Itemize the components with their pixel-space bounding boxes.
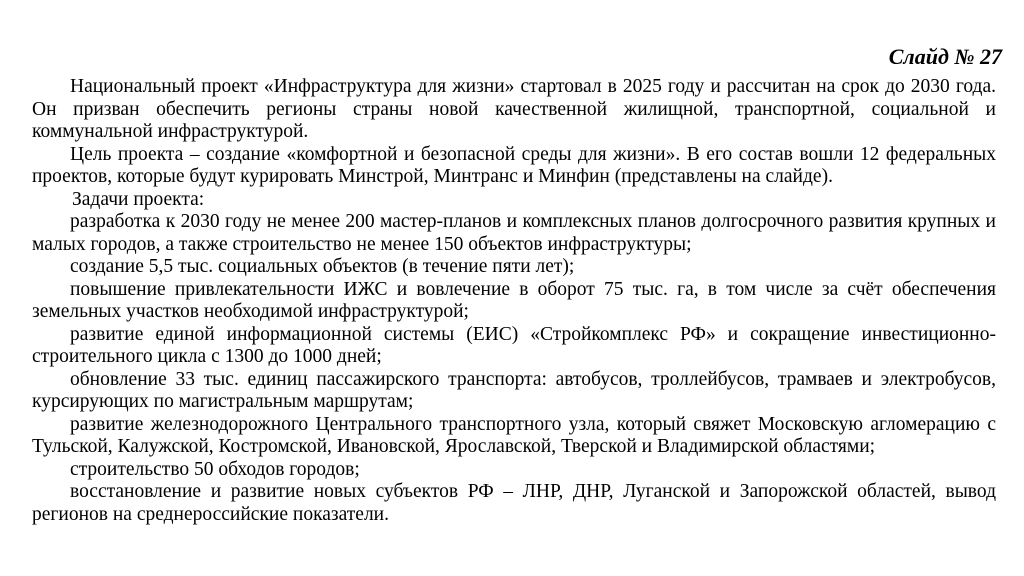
paragraph-goal: Цель проекта – создание «комфортной и безопасной среды для жизни». В его состав вошли 12 федеральных проектов, которые будут курировать Минстрой, Минтранс и Минфин (представлены на слайде). bbox=[32, 143, 996, 187]
paragraph-intro: Национальный проект «Инфраструктура для жизни» стартовал в 2025 году и рассчитан на срок до 2030 года. Он призван обеспечить регионы страны новой качественной жилищной, транспортной, социальной и коммунальной инфраструктурой. bbox=[32, 76, 996, 142]
task-item-bypasses: строительство 50 обходов городов; bbox=[70, 458, 360, 480]
task-item-social-objects: создание 5,5 тыс. социальных объектов (в течение пяти лет); bbox=[70, 256, 575, 277]
task-item-information-system: развитие единой информационной системы (ЕИС) «Стройкомплекс РФ» и сокращение инвестиционно-строительного цикла с 1300 до 1000 дней; bbox=[32, 323, 996, 367]
slide-body-text bbox=[32, 76, 996, 526]
task-item-master-plans: разработка к 2030 году не менее 200 мастер-планов и комплексных планов долгосрочного развития крупных и малых городов, а также строительство не менее 150 объектов инфраструктуры; bbox=[32, 211, 996, 255]
paragraph-tasks-heading: Задачи проекта: bbox=[72, 188, 205, 210]
task-item-new-regions: восстановление и развитие новых субъектов РФ – ЛНР, ДНР, Луганской и Запорожской областей, вывод регионов на среднероссийские показатели. bbox=[32, 481, 996, 525]
task-item-transport-renewal: обновление 33 тыс. единиц пассажирского транспорта: автобусов, троллейбусов, трамваев и электробусов, курсирующих по магистральным маршрутам; bbox=[32, 368, 996, 412]
task-item-railway-hub: развитие железнодорожного Центрального транспортного узла, который свяжет Московскую агломерацию с Тульской, Калужской, Костромской, Ивановской, Ярославской, Тверской и Владимирской областями; bbox=[32, 413, 996, 457]
slide-number: Слайд № 27 bbox=[888, 44, 1002, 69]
task-item-individual-housing: повышение привлекательности ИЖС и вовлечение в оборот 75 тыс. га, в том числе за счёт обеспечения земельных участков необходимой инфраструктурой; bbox=[32, 278, 996, 322]
